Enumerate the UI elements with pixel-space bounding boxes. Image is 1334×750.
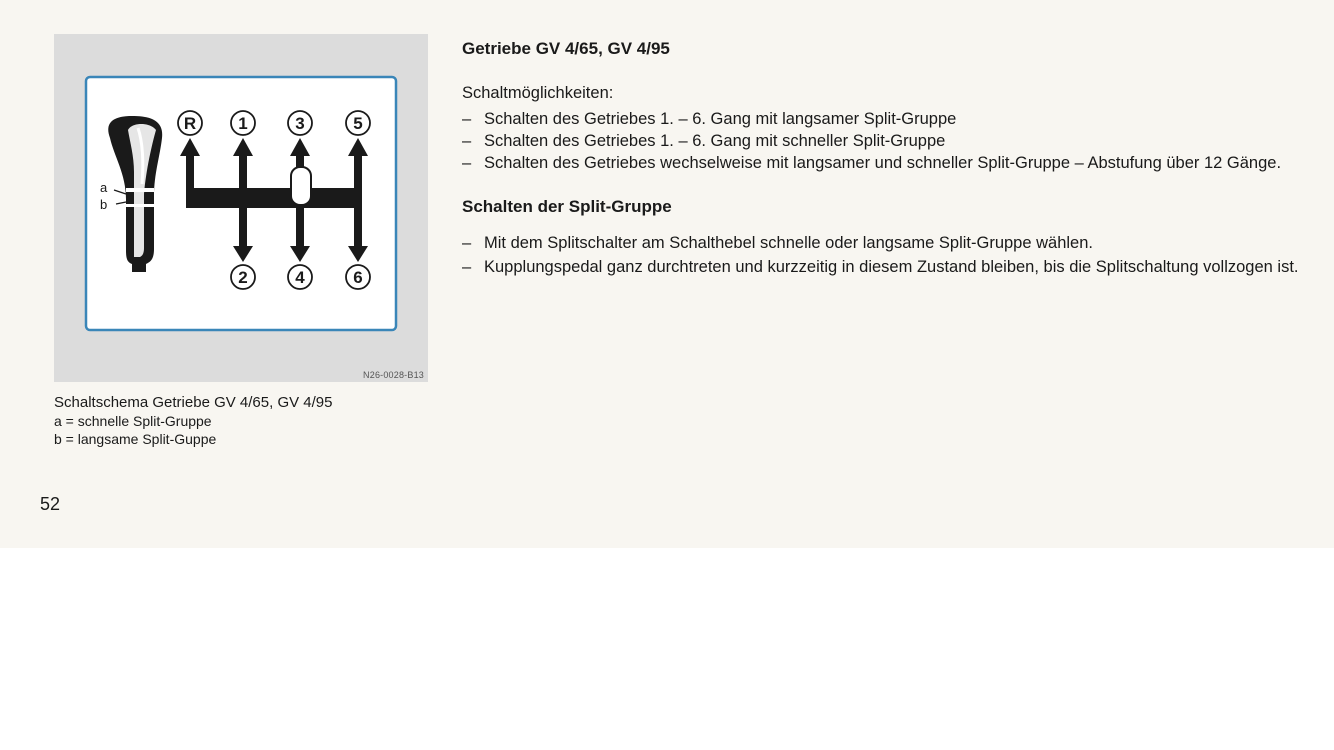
figure-caption xyxy=(54,394,454,448)
gear-r-label: R xyxy=(183,114,197,133)
text-column xyxy=(462,38,1322,280)
gear-6-label: 6 xyxy=(353,268,363,287)
shift-diagram-figure xyxy=(54,34,428,382)
gear-5-label: 5 xyxy=(353,114,363,133)
figure-code: N26-0028-B13 xyxy=(363,370,424,380)
caption-line-b: b = langsame Split-Guppe xyxy=(54,431,217,447)
label-a: a xyxy=(100,180,108,195)
list-item: – Schalten des Getriebes 1. – 6. Gang mit schneller Split-Gruppe xyxy=(462,130,1322,152)
shift-diagram xyxy=(54,34,428,382)
section-heading-split: Schalten der Split-Gruppe xyxy=(462,197,672,216)
gear-3-label: 3 xyxy=(295,114,305,133)
list-item: – Kupplungspedal ganz durchtreten und kurzzeitig in diesem Zustand bleiben, bis die Splitschaltung vollzogen ist. xyxy=(462,256,1322,278)
gear-1-label: 1 xyxy=(238,114,248,133)
caption-line-a: a = schnelle Split-Gruppe xyxy=(54,413,212,429)
section-heading-gearbox: Getriebe GV 4/65, GV 4/95 xyxy=(462,39,670,58)
section-intro: Schaltmöglichkeiten: xyxy=(462,84,614,102)
list-item: – Mit dem Splitschalter am Schalthebel schnelle oder langsame Split-Gruppe wählen. xyxy=(462,232,1322,254)
gear-4-label: 4 xyxy=(295,268,305,287)
split-instructions-list xyxy=(462,232,1322,278)
shift-options-list xyxy=(462,108,1322,174)
page-number: 52 xyxy=(40,494,61,514)
gear-2-label: 2 xyxy=(238,268,248,287)
caption-title: Schaltschema Getriebe GV 4/65, GV 4/95 xyxy=(54,394,333,411)
list-item: – Schalten des Getriebes 1. – 6. Gang mit langsamer Split-Gruppe xyxy=(462,108,1322,130)
list-item: – Schalten des Getriebes wechselweise mit langsamer und schneller Split-Gruppe – Abstufung über 12 Gänge. xyxy=(462,152,1322,174)
label-b: b xyxy=(100,197,108,212)
